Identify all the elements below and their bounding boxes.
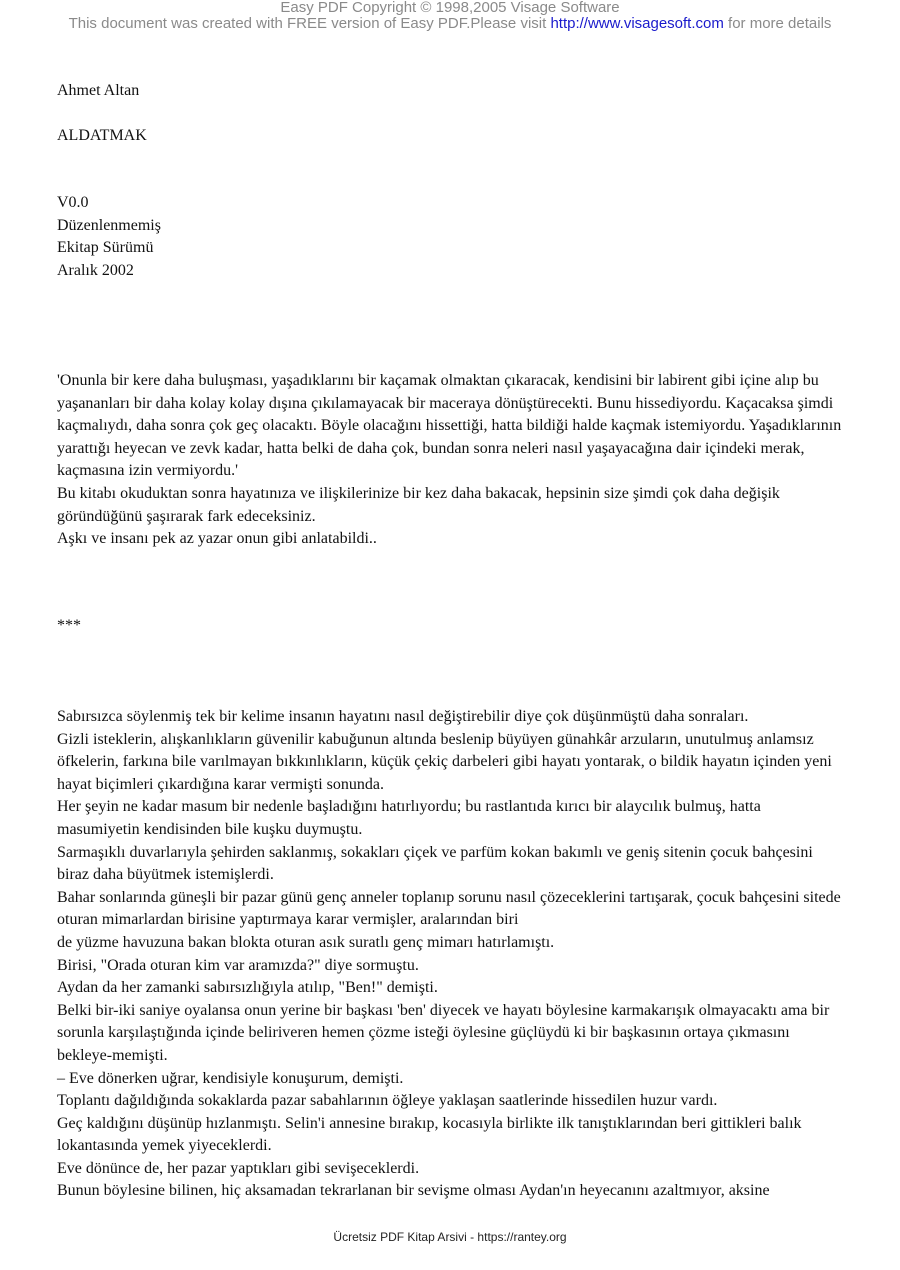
version-info — [57, 192, 161, 282]
edit-status-line: Düzenlenmemiş — [57, 216, 161, 234]
blurb-quote: 'Onunla bir kere daha buluşması, yaşadıklarını bir kaçamak olmaktan çıkaracak, kendisini bir labirent gibi içine alıp bu yaşananları bir daha kolay kolay dışına çıkılamayacak bir maceraya dönüştürecekti. Bunu hissediyordu. Kaçacaksa şimdi kaçmalıydı, daha sonra çok geç olacaktı. Böyle olacağını hissettiği, hatta bildiği halde kaçmak istemiyordu. Yaşadıklarının yarattığı heyecan ve zevk kadar, hatta belki de daha çok, bundan sonra neleri nasıl yaşayacağına dair içindeki merak, kaçmasına izin vermiyordu.' — [57, 372, 842, 480]
page-footer: Ücretsiz PDF Kitap Arsivi - https://rantey.org — [333, 1230, 567, 1244]
body-paragraph: Gizli isteklerin, alışkanlıkların güvenilir kabuğunun altında beslenip büyüyen günahkâr arzuların, unutulmuş anlamsız öfkelerin, farkına bile varılmayan bıkkınlıkların, küçük çekiç darbeleri gibi hayatı yontarak, o bildik hayatın içinden yeni hayat biçimleri çıkardığına karar vermişti sonunda. — [57, 730, 832, 793]
watermark-notice-suffix: for more details — [723, 15, 832, 32]
watermark-notice-prefix: This document was created with FREE version of Easy PDF.Please visit — [68, 15, 551, 32]
blurb-paragraph: Bu kitabı okuduktan sonra hayatınıza ve ilişkilerinize bir kez daha bakacak, hepsinin size şimdi çok daha değişik göründüğünü şaşırarak fark edeceksiniz. — [57, 484, 780, 525]
section-separator: *** — [57, 617, 81, 634]
book-title: ALDATMAK — [57, 127, 147, 144]
author-name: Ahmet Altan — [57, 82, 140, 99]
back-cover-blurb — [57, 370, 847, 551]
watermark-copyright: Easy PDF Copyright © 1998,2005 Visage Software — [280, 0, 620, 16]
body-paragraph: Sabırsızca söylenmiş tek bir kelime insanın hayatını nasıl değiştirebilir diye çok düşünmüştü daha sonraları. — [57, 708, 749, 725]
body-paragraph: Belki bir-iki saniye oyalansa onun yerine bir başkası 'ben' diyecek ve hayatı böylesine karmakarışık olmayacaktı ama bir sorunla karşılaştığında içinde beliriveren hemen çözme isteği öylesine güçlüydü ki bir başkasının ortaya çıkmasını bekleye-memişti. — [57, 1001, 830, 1064]
blurb-paragraph: Aşkı ve insanı pek az yazar onun gibi anlatabildi.. — [57, 530, 377, 548]
body-paragraph: Her şeyin ne kadar masum bir nedenle başladığını hatırlıyordu; bu rastlantıda kırıcı bir alaycılık bulmuş, hatta masumiyetin kendisinden bile kuşku duymuştu. — [57, 798, 761, 838]
body-paragraph: Toplantı dağıldığında sokaklarda pazar sabahlarının öğleye yaklaşan saatlerinde hissedilen huzur vardı. — [57, 1092, 718, 1110]
date-line: Aralık 2002 — [57, 261, 134, 279]
body-paragraph: Aydan da her zamanki sabırsızlığıyla atılıp, "Ben!" demişti. — [57, 979, 438, 997]
pdf-watermark-header — [0, 0, 900, 33]
version-line: V0.0 — [57, 194, 89, 211]
body-paragraph: Sarmaşıklı duvarlarıyla şehirden saklanmış, sokakları çiçek ve parfüm kokan bakımlı ve geniş sitenin çocuk bahçesini biraz daha büyütmek istemişlerdi. — [57, 843, 813, 884]
body-paragraph: Bunun böylesine bilinen, hiç aksamadan tekrarlanan bir sevişme olması Aydan'ın heyecanını azaltmıyor, aksine — [57, 1182, 770, 1200]
body-paragraph: Geç kaldığını düşünüp hızlanmıştı. Selin'i annesine bırakıp, kocasıyla birlikte ilk tanıştıklarından beri gittikleri balık lokantasında yemek yiyeceklerdi. — [57, 1114, 802, 1155]
watermark-notice — [0, 16, 900, 33]
body-paragraph: – Eve dönerken uğrar, kendisiyle konuşurum, demişti. — [57, 1069, 404, 1087]
body-paragraph: Birisi, "Orada oturan kim var aramızda?" diye sormuştu. — [57, 956, 419, 974]
body-paragraph: Bahar sonlarında güneşli bir pazar günü genç anneler toplanıp sorunu nasıl çözeceklerini tartışarak, çocuk bahçesini sitede oturan mimarlardan birisine yaptırmaya karar vermişler, aralarından biri — [57, 888, 841, 929]
watermark-link[interactable]: http://www.visagesoft.com — [550, 15, 724, 32]
body-paragraph: de yüzme havuzuna bakan blokta oturan asık suratlı genç mimarı hatırlamıştı. — [57, 933, 555, 951]
edition-line: Ekitap Sürümü — [57, 239, 154, 257]
body-paragraph: Eve dönünce de, her pazar yaptıkları gibi sevişeceklerdi. — [57, 1159, 420, 1177]
chapter-body — [57, 706, 847, 1203]
